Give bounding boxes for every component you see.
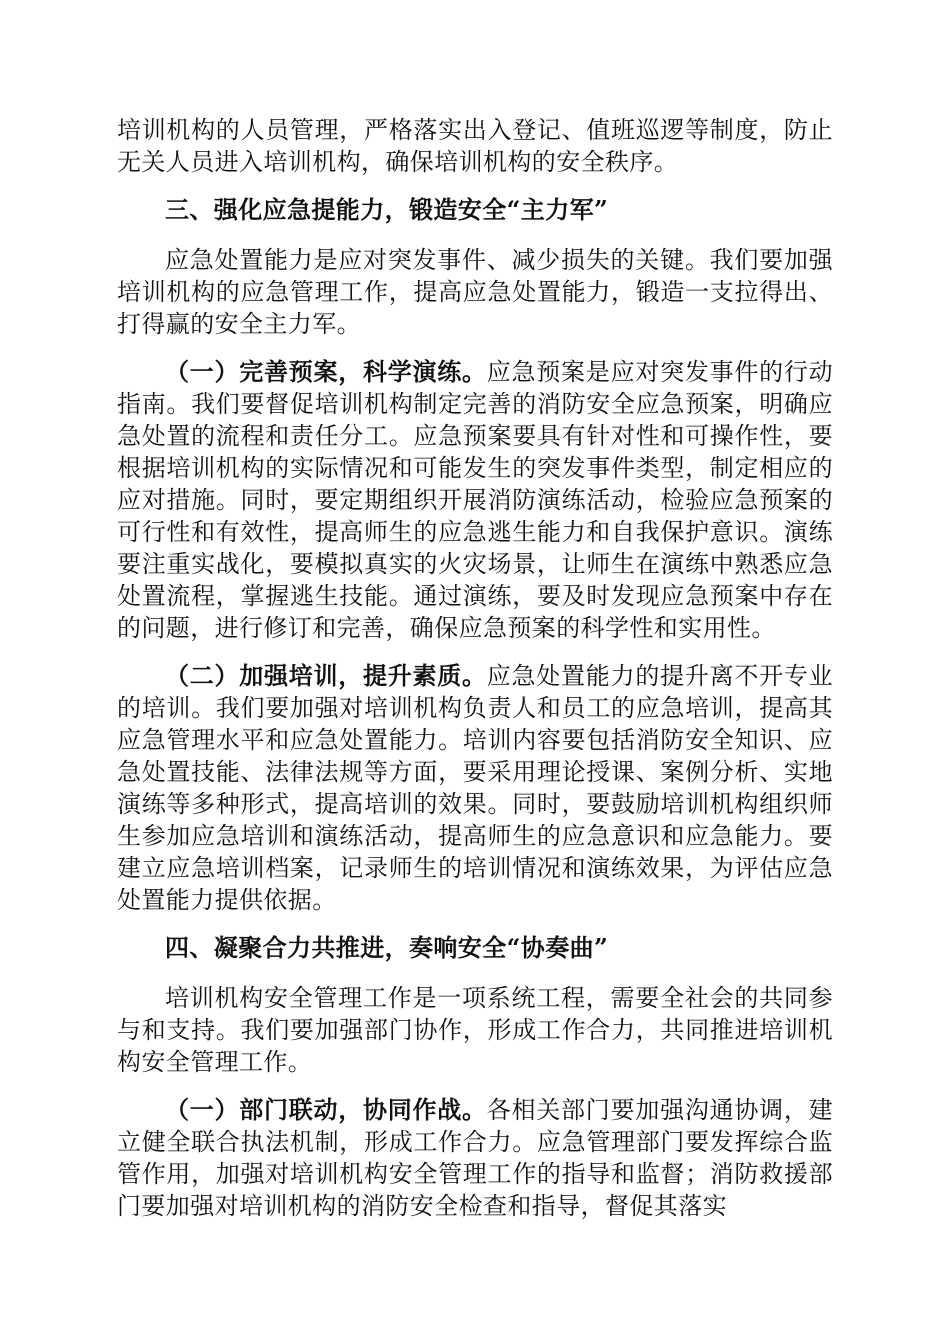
paragraph-continued: 培训机构的人员管理，严格落实出入登记、值班巡逻等制度，防止无关人员进入培训机构，确保培训机构的安全秩序。: [117, 116, 833, 176]
paragraph-plan-drill-body: 应急预案是应对突发事件的行动指南。我们要督促培训机构制定完善的消防安全应急预案，明确应急处置的流程和责任分工。应急预案要具有针对性和可操作性，要根据培训机构的实际情况和可能发生的突发事件类型，制定相应的应对措施。同时，要定期组织开展消防演练活动，检验应急预案的可行性和有效性，提高师生的应急逃生能力和自我保护意识。演练要注重实战化，要模拟真实的火灾场景，让师生在演练中熟悉应急处置流程，掌握逃生技能。通过演练，要及时发现应急预案中存在的问题，进行修订和完善，确保应急预案的科学性和实用性。: [117, 358, 833, 642]
paragraph-training: [117, 660, 833, 916]
subheading-department-linkage: （一）部门联动，协同作战。: [165, 1095, 487, 1124]
section-heading-4: 四、凝聚合力共推进，奏响安全“协奏曲”: [165, 933, 609, 962]
paragraph-department-linkage: [117, 1094, 833, 1222]
section-heading-3: 三、强化应急提能力，锻造安全“主力军”: [165, 195, 609, 224]
paragraph-section3-intro: 应急处置能力是应对突发事件、减少损失的关键。我们要加强培训机构的应急管理工作，提高应急处置能力，锻造一支拉得出、打得赢的安全主力军。: [117, 246, 833, 338]
paragraph-plan-drill: [117, 356, 833, 644]
document-page: [117, 114, 833, 1238]
paragraph-section4-intro: 培训机构安全管理工作是一项系统工程，需要全社会的共同参与和支持。我们要加强部门协作，形成工作合力，共同推进培训机构安全管理工作。: [117, 984, 833, 1076]
paragraph-training-body: 应急处置能力的提升离不开专业的培训。我们要加强对培训机构负责人和员工的应急培训，提高其应急管理水平和应急处置能力。培训内容要包括消防安全知识、应急处置技能、法律法规等方面，要采用理论授课、案例分析、实地演练等多种形式，提高培训的效果。同时，要鼓励培训机构组织师生参加应急培训和演练活动，提高师生的应急意识和应急能力。要建立应急培训档案，记录师生的培训情况和演练效果，为评估应急处置能力提供依据。: [117, 662, 833, 914]
subheading-training: （二）加强培训，提升素质。: [165, 661, 487, 690]
paragraph-department-linkage-body: 各相关部门要加强沟通协调，建立健全联合执法机制，形成工作合力。应急管理部门要发挥综合监管作用，加强对培训机构安全管理工作的指导和监督；消防救援部门要加强对培训机构的消防安全检查和指导，督促其落实: [117, 1096, 833, 1220]
subheading-plan-drill: （一）完善预案，科学演练。: [165, 357, 487, 386]
